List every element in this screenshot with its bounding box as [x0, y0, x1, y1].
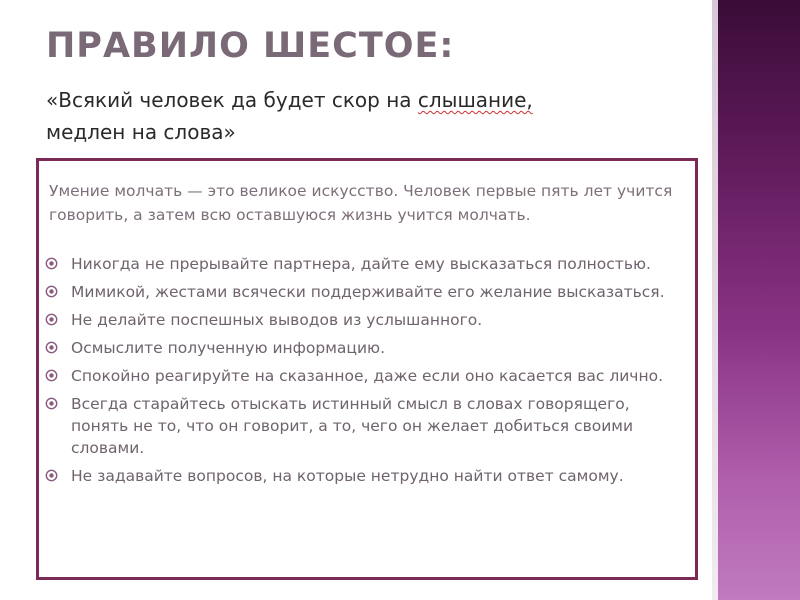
list-item — [45, 309, 685, 331]
bullet-text: Никогда не прерывайте партнера, дайте ему высказаться полностью. — [71, 255, 651, 273]
quote-text-1: «Всякий человек да будет скор на — [46, 88, 418, 112]
slide-title: ПРАВИЛО ШЕСТОЕ: — [46, 26, 455, 66]
quote-text-2: медлен на слова» — [46, 120, 236, 144]
list-item — [45, 393, 685, 459]
bullet-list — [45, 253, 685, 493]
bullet-text: Спокойно реагируйте на сказанное, даже если оно касается вас лично. — [71, 367, 664, 385]
list-item — [45, 253, 685, 275]
intro-text: Умение молчать — это великое искусство. Человек первые пять лет учится говорить, а затем всю оставшуюся жизнь учится молчать. — [49, 182, 673, 224]
circle-bullet-icon — [45, 469, 58, 482]
list-item — [45, 281, 685, 303]
bullet-text: Мимикой, жестами всячески поддерживайте его желание высказаться. — [71, 283, 665, 301]
bullet-text: Осмыслите полученную информацию. — [71, 339, 386, 357]
list-item — [45, 337, 685, 359]
bullet-text: Не делайте поспешных выводов из услышанного. — [71, 311, 483, 329]
decorative-sidebar — [718, 0, 800, 600]
bullet-text: Не задавайте вопросов, на которые нетрудно найти ответ самому. — [71, 467, 624, 485]
circle-bullet-icon — [45, 341, 58, 354]
circle-bullet-icon — [45, 257, 58, 270]
circle-bullet-icon — [45, 397, 58, 410]
circle-bullet-icon — [45, 369, 58, 382]
bullet-text: Всегда старайтесь отыскать истинный смысл в словах говорящего, понять не то, что он говорит, а то, чего он желает добиться своими словами. — [71, 395, 634, 457]
circle-bullet-icon — [45, 285, 58, 298]
circle-bullet-icon — [45, 313, 58, 326]
content-box — [36, 158, 698, 580]
list-item — [45, 365, 685, 387]
list-item — [45, 465, 685, 487]
slide-quote — [46, 84, 666, 148]
quote-underlined-word: слышание, — [417, 88, 533, 112]
